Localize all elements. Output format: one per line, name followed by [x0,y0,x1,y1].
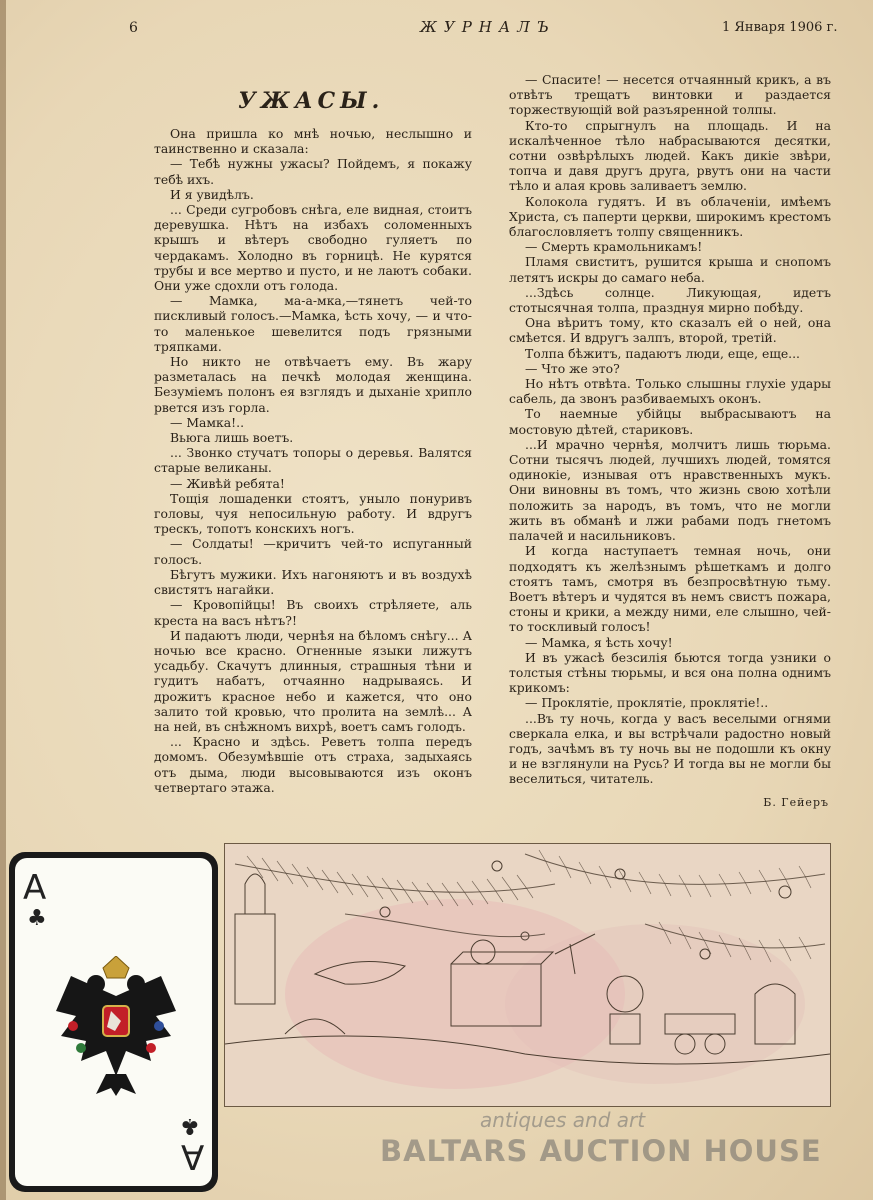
paragraph: — Тебѣ нужны ужасы? Пойдемъ, я покажу тебѣ ихъ. [154,156,472,187]
club-icon: ♣ [27,906,47,931]
article-column-left [154,126,472,795]
article-column-right [509,72,831,810]
paragraph: ...Здѣсь солнце. Ликующая, идетъ стотысячная толпа, празднуя мирно побѣду. [509,284,831,316]
paragraph: — Мамка, ма-а-мка,—тянетъ чей-то пискливый голосъ.—Мамка, ѣсть хочу, — и что-то маленькое шевелится подъ грязными тряпками. [154,293,472,354]
paragraph: И когда наступаетъ темная ночь, они подходятъ къ желѣзнымъ рѣшеткамъ и долго стоятъ тамъ, смотря въ безпросвѣтную тьму. Воетъ вѣтеръ и чудятся въ немъ свистъ пожара, стоны и крики, а между ними, еле слышно, чей-то тоскливый голосъ! [509,543,831,635]
paragraph: — Спасите! — несется отчаянный крикъ, а въ отвѣтъ трещатъ винтовки и раздается торжествующiй вой разъяренной толпы. [509,72,831,118]
paragraph: Толпа бѣжитъ, падаютъ люди, еще, еще... [525,345,800,361]
paragraph: Но никто не отвѣчаетъ ему. Въ жару разметалась на печкѣ молодая женщина. Безумiемъ полонъ ея взглядъ и дыханiе хрипло рвется изъ горла. [154,354,472,415]
paragraph: ... Красно и здѣсь. Реветъ толпа передъ домомъ. Обезумѣвшiе отъ страха, задыхаясь отъ дыма, люди высовываются изъ оконъ четвертаго этажа. [154,734,472,795]
page-number: 6 [129,20,138,36]
paragraph: И я увидѣлъ. [170,186,254,202]
paragraph: — Солдаты! —кричитъ чей-то испуганный голосъ. [154,536,472,567]
paragraph: ...Въ ту ночь, когда у васъ веселыми огнями сверкала елка, и вы встрѣчали радостно новый годъ, зачѣмъ въ ту ночь вы не подошли къ окну и не взглянули на Русь? И тогда вы не могли бы веселиться, читатель. [509,710,831,787]
club-icon: ♣ [180,1113,200,1138]
card-rank-bottom: A [180,1136,204,1176]
card-rank-top: A [23,868,47,908]
paragraph: Бѣгутъ мужики. Ихъ нагоняютъ и въ воздухѣ свистятъ нагайки. [154,566,472,598]
paragraph: Колокола гудятъ. И въ облаченiи, имѣемъ Христа, съ паперти церкви, широкимъ крестомъ благословляетъ толпу священникъ. [509,193,831,240]
paragraph: То наемные убiйцы выбрасываютъ на мостовую дѣтей, стариковъ. [509,406,831,437]
paragraph: И въ ужасѣ безсилiя бьются тогда узники о толстыя стѣны тюрьмы, и вся она полна однимъ крикомъ: [509,649,831,696]
paragraph: ...И мрачно чернѣя, молчитъ лишь тюрьма. Сотни тысячъ людей, лучшихъ людей, томятся одинокiе, изнывая отъ нравственныхъ мукъ. Они виновны въ томъ, что жизнь свою хотѣли положить за народъ, въ томъ, что не могли жить въ обманѣ и лжи рабами подъ гнетомъ палачей и насильниковъ. [509,436,831,544]
paragraph: Она вѣритъ тому, кто сказалъ ей о ней, она смѣется. И вдругъ залпъ, второй, третiй. [509,315,831,346]
paragraph: Тощiя лошаденки стоятъ, уныло понуривъ головы, чуя непосильную работу. И вдругъ трескъ, топотъ конскихъ ногъ. [154,490,472,537]
paragraph: — Что же это? [525,360,620,376]
paragraph: — Проклятiе, проклятiе, проклятiе!.. [525,695,769,711]
page-header [0,14,873,42]
paragraph: — Кровопiйцы! Въ своихъ стрѣляете, аль креста на васъ нѣтъ?! [154,597,472,628]
paragraph: Она пришла ко мнѣ ночью, неслышно и таинственно и сказала: [154,126,472,157]
paragraph: И падаютъ люди, чернѣя на бѣломъ снѣгу... А ночью все красно. Огненные языки лижутъ усадьбу. Скачутъ длинныя, страшныя тѣни и гудитъ набатъ, отчаянно надрываясь. И дрожитъ красное небо и кажется, что оно залито той кровью, что пролита на землѣ... А на ней, въ снѣжномъ вихрѣ, воетъ самъ голодъ. [154,627,472,734]
article-title: УЖАСЫ. [238,88,385,114]
paragraph: Кто-то спрыгнулъ на площадь. И на искалѣченное тѣло набрасываются десятки, сотни озвѣрѣлыхъ людей. Какъ дикiе звѣри, топча и давя другъ друга, рвутъ они на части тѣло и алая кровь заливаетъ землю. [509,117,831,194]
paragraph: — Живѣй ребята! [170,475,285,491]
double-headed-eagle-icon [51,956,181,1096]
paragraph: ... Звонко стучатъ топоры о деревья. Валятся старые великаны. [154,445,472,476]
paragraph: Пламя свиститъ, рушится крыша и снопомъ летятъ искры до самаго неба. [509,254,831,285]
page-binding-edge [0,0,6,1200]
paragraph: — Мамка, я ѣсть хочу! [525,634,673,650]
watermark-tagline: antiques and art [480,1108,646,1132]
issue-date: 1 Января 1906 г. [722,20,838,35]
paragraph: — Мамка!.. [170,414,245,430]
paragraph: Но нѣтъ отвѣта. Только слышны глухiе удары сабель, да звонъ разбиваемыхъ оконъ. [509,376,831,407]
playing-card-ace-of-clubs [9,852,218,1192]
auction-watermark [380,1108,850,1178]
engraving-illustration [224,843,831,1107]
article-author: Б. Гейеръ [763,795,829,809]
paragraph: Вьюга лишь воетъ. [170,430,294,446]
paragraph: — Смерть крамольникамъ! [525,239,703,255]
card-face [15,858,212,1186]
paragraph: ... Среди сугробовъ снѣга, еле видная, стоитъ деревушка. Нѣтъ на избахъ соломенныхъ крышъ и вѣтеръ свободно гуляетъ по чердакамъ. Холодно въ горницѣ. Не курятся трубы и все мертво и пусто, и не лаютъ собаки. Они уже сдохли отъ голода. [154,202,472,294]
watermark-name: BALTARS AUCTION HOUSE [380,1134,822,1168]
journal-title: ЖУРНАЛЪ [420,18,556,36]
illustration-drawing [225,844,830,1106]
